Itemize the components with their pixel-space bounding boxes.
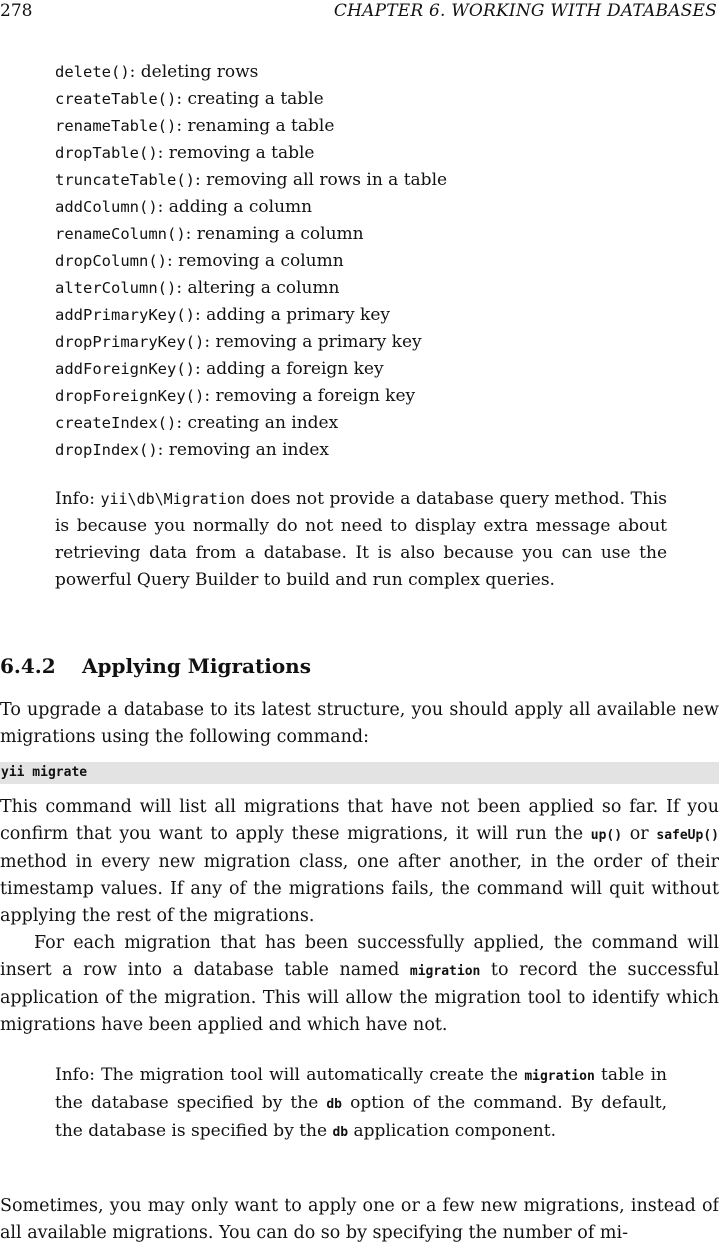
paragraph-text: or (622, 824, 657, 844)
paragraph-text: For each migration that has been successfully applied, the command will insert a row into a database table named (0, 933, 719, 980)
list-item (55, 221, 695, 248)
method-name: dropForeignKey() (55, 387, 205, 405)
list-item (55, 356, 695, 383)
code-block: yii migrate (0, 762, 719, 784)
method-name: createIndex() (55, 414, 177, 432)
list-item (55, 113, 695, 140)
method-description: : renaming a table (176, 116, 335, 136)
inline-code: db (332, 1125, 349, 1140)
method-description: : removing all rows in a table (194, 170, 448, 190)
section-heading (0, 652, 311, 680)
method-name: addPrimaryKey() (55, 306, 195, 324)
method-description: : renaming a column (185, 224, 364, 244)
method-description: : removing a column (166, 251, 344, 271)
info-text: Info: The migration tool will automatically create the (55, 1065, 525, 1085)
method-description: : removing a foreign key (204, 386, 416, 406)
section-number: 6.4.2 (0, 654, 56, 678)
method-name: renameColumn() (55, 225, 186, 243)
method-name: dropPrimaryKey() (55, 333, 205, 351)
info-text: table in the database specified by the (55, 1065, 667, 1113)
method-name: addForeignKey() (55, 360, 195, 378)
inline-code: migration (409, 964, 481, 979)
list-item (55, 59, 695, 86)
list-item (55, 410, 695, 437)
method-description: : creating a table (176, 89, 324, 109)
method-description: : adding a primary key (194, 305, 391, 325)
info-text: does not provide a database query method. This is because you normally do not need to display extra message about retrieving data from a database. It is also because you can use the powerful Query Builder to build and run complex queries. (55, 489, 667, 590)
method-description: : adding a column (157, 197, 313, 217)
info-text: application component. (348, 1121, 556, 1141)
paragraph: To upgrade a database to its latest structure, you should apply all available new migrations using the following command: (0, 700, 719, 747)
method-name: dropColumn() (55, 252, 167, 270)
method-description: : removing a primary key (204, 332, 422, 352)
list-item (55, 302, 695, 329)
list-item (55, 140, 695, 167)
info-note (55, 1062, 667, 1146)
inline-code: safeUp() (656, 828, 719, 843)
inline-code: yii\db\Migration (100, 490, 245, 508)
method-description: : altering a column (176, 278, 340, 298)
info-prefix: Info: (55, 489, 101, 509)
list-item (55, 194, 695, 221)
list-item (55, 248, 695, 275)
method-name: dropTable() (55, 144, 158, 162)
method-name: delete() (55, 63, 130, 81)
info-note (55, 486, 667, 594)
list-item (55, 383, 695, 410)
running-header (0, 0, 719, 24)
inline-code: up() (590, 828, 623, 843)
paragraph (0, 794, 719, 930)
method-description: : creating an index (176, 413, 339, 433)
inline-code: db (326, 1097, 343, 1112)
paragraph (0, 930, 719, 1039)
method-name: addColumn() (55, 198, 158, 216)
method-name: truncateTable() (55, 171, 195, 189)
inline-code: migration (524, 1069, 595, 1084)
list-item (55, 437, 695, 464)
method-name: alterColumn() (55, 279, 177, 297)
paragraph: Sometimes, you may only want to apply one or a few new migrations, instead of all available migrations. You can do so by specifying the number of mi- (0, 1196, 719, 1243)
section-title: Applying Migrations (82, 654, 311, 678)
method-description: : adding a foreign key (194, 359, 384, 379)
paragraph-text: method in every new migration class, one after another, in the order of their timestamp values. If any of the migrations fails, the command will quit without applying the rest of the migrations. (0, 852, 719, 926)
list-item (55, 329, 695, 356)
list-item (55, 275, 695, 302)
page-number: 278 (0, 1, 33, 21)
info-text: option of the command. By default, the database is specified by the (55, 1093, 667, 1141)
method-name: dropIndex() (55, 441, 158, 459)
paragraph-text: to record the successful application of the migration. This will allow the migration tool to identify which migrations have been applied and which have not. (0, 960, 719, 1035)
list-item (55, 86, 695, 113)
method-name: createTable() (55, 90, 177, 108)
method-description: : removing an index (157, 440, 330, 460)
paragraph-text: This command will list all migrations that have not been applied so far. If you confirm that you want to apply these migrations, it will run the (0, 797, 719, 844)
method-description: : deleting rows (129, 62, 259, 82)
method-name: renameTable() (55, 117, 177, 135)
chapter-title: CHAPTER 6. WORKING WITH DATABASES (333, 1, 717, 21)
method-description: : removing a table (157, 143, 315, 163)
list-item (55, 167, 695, 194)
method-list (55, 59, 695, 464)
